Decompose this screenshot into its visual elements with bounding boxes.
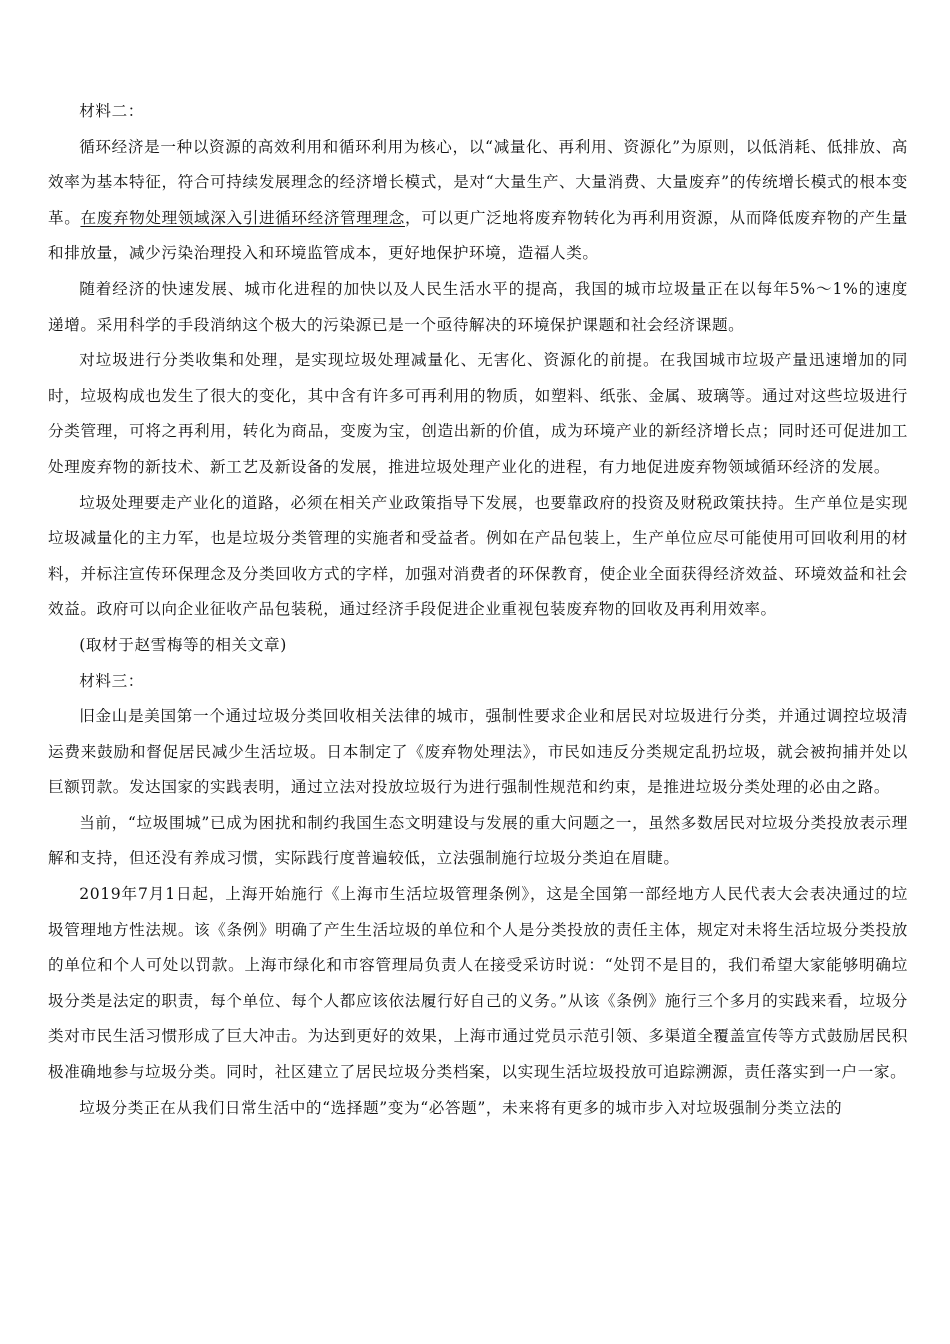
material-2-source: (取材于赵雪梅等的相关文章) — [79, 635, 287, 654]
material-3-paragraph-3: 2019年7月1日起，上海开始施行《上海市生活垃圾管理条例》，这是全国第一部经地方人民代表大会表决通过的垃圾管理地方性法规。该《条例》明确了产生生活垃圾的单位和个人是分类投放的责任主体，规定对未将生活垃圾分类投放的单位和个人可处以罚款。上海市绿化和市容管理局负责人在接受采访时说：“处罚不是目的，我们希望大家能够明确垃圾分类是法定的职责，每个单位、每个人都应该依法履行好自己的义务。”从该《条例》施行三个多月的实践来看，垃圾分类对市民生活习惯形成了巨大冲击。为达到更好的效果，上海市通过党员示范引领、多渠道全覆盖宣传等方式鼓励居民积极准确地参与垃圾分类。同时，社区建立了居民垃圾分类档案，以实现生活垃圾投放可追踪溯源，责任落实到一户一家。 — [48, 885, 908, 1082]
material-2-paragraph-3: 对垃圾进行分类收集和处理，是实现垃圾处理减量化、无害化、资源化的前提。在我国城市垃圾产量迅速增加的同时，垃圾构成也发生了很大的变化，其中含有许多可再利用的物质，如塑料、纸张、金属、玻璃等。通过对这些垃圾进行分类管理，可将之再利用，转化为商品，变废为宝，创造出新的价值，成为环境产业的新经济增长点；同时还可促进加工处理废弃物的新技术、新工艺及新设备的发展，推进垃圾处理产业化的进程，有力地促进废弃物领域循环经济的发展。 — [48, 351, 908, 476]
material-2-paragraph-1 — [48, 130, 908, 272]
material-3-paragraph-2: 当前，“垃圾围城”已成为困扰和制约我国生态文明建设与发展的重大问题之一，虽然多数居民对垃圾分类投放表示理解和支持，但还没有养成习惯，实际践行度普遍较低，立法强制施行垃圾分类迫在眉睫。 — [48, 813, 908, 868]
material-2-paragraph-2: 随着经济的快速发展、城市化进程的加快以及人民生活水平的提高，我国的城市垃圾量正在以每年5%～1%的速度递增。采用科学的手段消纳这个极大的污染源已是一个亟待解决的环境保护课题和社会经济课题。 — [48, 279, 908, 334]
material-2-paragraph-4: 垃圾处理要走产业化的道路，必须在相关产业政策指导下发展，也要靠政府的投资及财税政策扶持。生产单位是实现垃圾减量化的主力军，也是垃圾分类管理的实施者和受益者。例如在产品包装上，生产单位应尽可能使用可回收利用的材料，并标注宣传环保理念及分类回收方式的字样，加强对消费者的环保教育，使企业全面获得经济效益、环境效益和社会效益。政府可以向企业征收产品包装税，通过经济手段促进企业重视包装废弃物的回收及再利用效率。 — [48, 493, 908, 619]
underlined-sentence: 在废弃物处理领域深入引进循环经济管理理念 — [80, 208, 405, 227]
material-3-paragraph-4: 垃圾分类正在从我们日常生活中的“选择题”变为“必答题”，未来将有更多的城市步入对垃圾强制分类立法的 — [79, 1098, 843, 1117]
document-page — [48, 94, 908, 1126]
material-3-heading: 材料三： — [79, 671, 144, 690]
material-2-heading: 材料二： — [79, 102, 144, 120]
paragraph-text: ，可以更广泛地将废弃物转化为再利用资源，从而降低废弃物的产生量和排放量，减少污染治理投入和环境监管成本，更好地保护环境，造福人类。 — [48, 208, 908, 263]
paragraph-text: 循环经济是一种以资源的高效利用和循环利用为核心，以“减量化、再利用、资源化”为原则，以低消耗、低排放、高效率为基本特征，符合可持续发展理念的经济增长模式，是对“大量生产、大量消费、大量废弃”的传统增长模式的根本变革。 — [48, 137, 908, 227]
material-3-paragraph-1: 旧金山是美国第一个通过垃圾分类回收相关法律的城市，强制性要求企业和居民对垃圾进行分类，并通过调控垃圾清运费来鼓励和督促居民减少生活垃圾。日本制定了《废弃物处理法》，市民如违反分类规定乱扔垃圾，就会被拘捕并处以巨额罚款。发达国家的实践表明，通过立法对投放垃圾行为进行强制性规范和约束，是推进垃圾分类处理的必由之路。 — [48, 707, 908, 797]
